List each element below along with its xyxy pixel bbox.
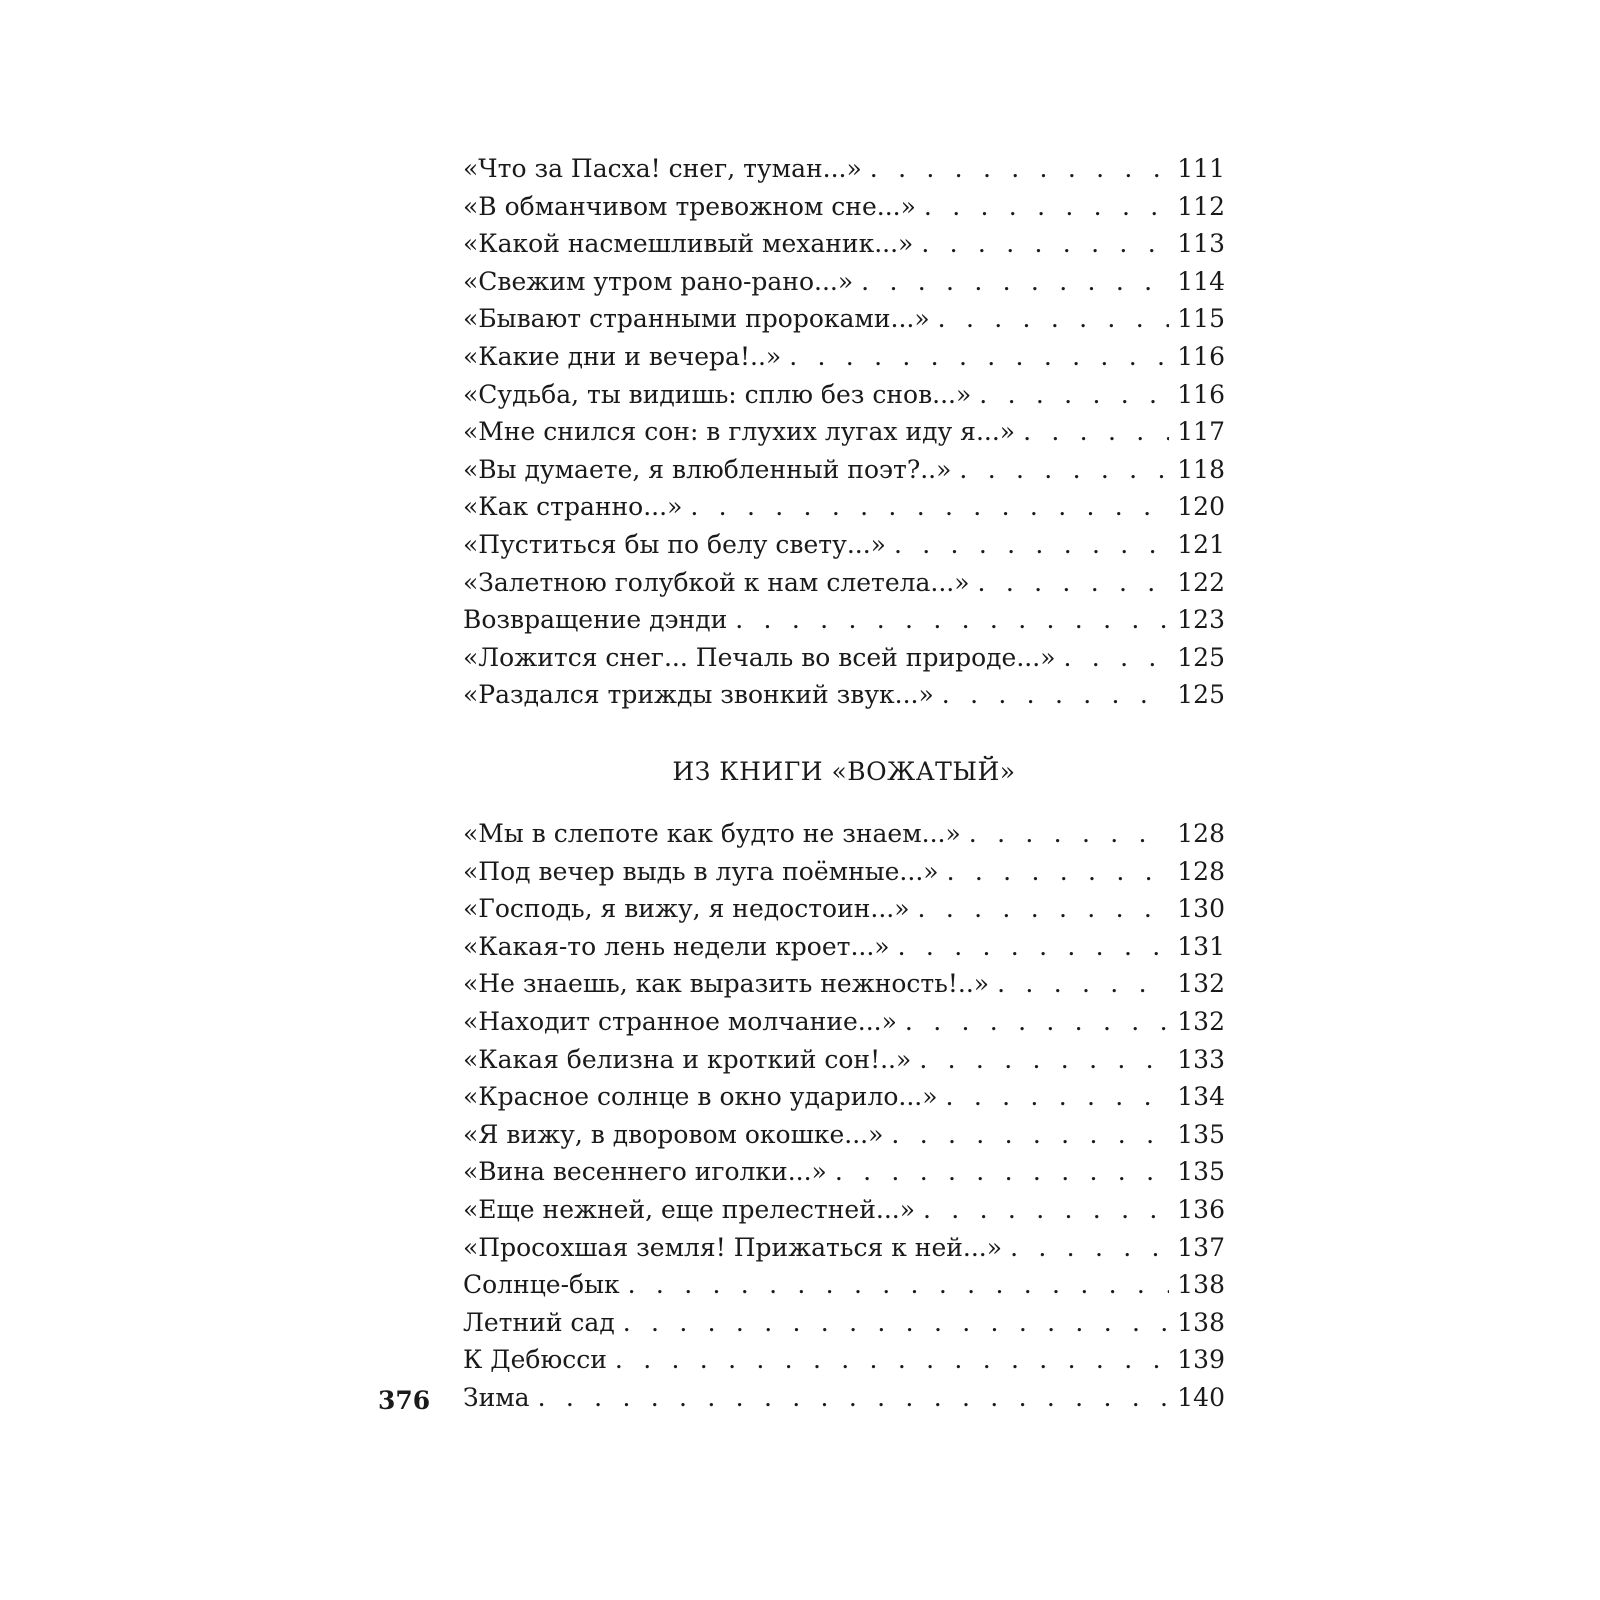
toc-entry-title: «В обманчивом тревожном сне...» (463, 191, 916, 221)
toc-leader-dots (1064, 639, 1170, 677)
toc-entry-title: «Свежим утром рано-рано...» (463, 266, 854, 296)
toc-entry-page: 140 (1177, 1382, 1225, 1412)
toc-entry-title: К Дебюсси (463, 1345, 607, 1375)
toc-entry-page: 138 (1177, 1270, 1225, 1300)
toc-leader-dots (979, 376, 1169, 414)
toc-entry-page: 135 (1177, 1157, 1225, 1187)
toc-entry-title: «Залетною голубкой к нам слетела...» (463, 567, 970, 597)
toc-entry (463, 639, 1225, 677)
toc-entry-page: 114 (1177, 266, 1225, 296)
toc-leader-dots (861, 263, 1169, 301)
toc-entry (463, 676, 1225, 714)
toc-entry (463, 815, 1225, 853)
toc-leader-dots (1010, 1229, 1169, 1267)
toc-leader-dots (978, 564, 1169, 602)
toc-entry-page: 122 (1177, 567, 1225, 597)
toc-leader-dots (623, 1304, 1169, 1342)
toc-entry-page: 116 (1177, 379, 1225, 409)
toc-entry-page: 111 (1177, 154, 1225, 183)
toc-leader-dots (628, 1266, 1169, 1304)
toc-leader-dots (690, 488, 1169, 526)
toc-entry-page: 132 (1177, 1006, 1225, 1036)
toc-entry-title: «Что за Пасха! снег, туман...» (463, 154, 862, 183)
toc-entry-title: «Вы думаете, я влюбленный поэт?..» (463, 454, 952, 484)
toc-entry-title: «Красное солнце в окно ударило...» (463, 1082, 938, 1112)
toc-entry-title: «Еще нежней, еще прелестней...» (463, 1194, 916, 1224)
toc-leader-dots (789, 338, 1169, 376)
toc-entry-title: «Просохшая земля! Прижаться к ней...» (463, 1232, 1003, 1262)
toc-entry-page: 128 (1177, 856, 1225, 886)
toc-entry-page: 130 (1177, 894, 1225, 924)
toc-entry-page: 112 (1177, 191, 1225, 221)
toc-entry (463, 965, 1225, 1003)
toc-entry (463, 225, 1225, 263)
toc-entry-page: 132 (1177, 969, 1225, 999)
toc-entry-page: 123 (1177, 605, 1225, 635)
toc-entry (463, 1003, 1225, 1041)
toc-entry-page: 135 (1177, 1119, 1225, 1149)
toc-leader-dots (923, 1191, 1169, 1229)
toc-entry-page: 138 (1177, 1307, 1225, 1337)
toc-entry (463, 1078, 1225, 1116)
toc-entry-page: 121 (1177, 529, 1225, 559)
toc-leader-dots (870, 150, 1169, 188)
toc-leader-dots (946, 1078, 1169, 1116)
toc-entry (463, 928, 1225, 966)
toc-entry-title: «Бывают странными пророками...» (463, 304, 930, 334)
toc-entry-title: «Мне снился сон: в глухих лугах иду я...» (463, 417, 1016, 447)
toc-entry (463, 1304, 1225, 1342)
toc-leader-dots (947, 853, 1169, 891)
toc-entry (463, 1229, 1225, 1267)
toc-entry (463, 890, 1225, 928)
toc-leader-dots (942, 676, 1169, 714)
toc-entry (463, 451, 1225, 489)
toc-leader-dots (997, 965, 1169, 1003)
toc-leader-dots (924, 188, 1169, 226)
toc-leader-dots (921, 225, 1169, 263)
toc-leader-dots (938, 300, 1169, 338)
toc-entry (463, 1341, 1225, 1379)
toc-entry-page: 113 (1177, 229, 1225, 259)
toc-entry-page: 125 (1177, 642, 1225, 672)
toc-entry (463, 1116, 1225, 1154)
toc-leader-dots (905, 1003, 1169, 1041)
toc-entry (463, 526, 1225, 564)
toc-entry (463, 376, 1225, 414)
toc-entry-page: 115 (1177, 304, 1225, 334)
toc-entry-title: «Какой насмешливый механик...» (463, 229, 914, 259)
toc-list-before-section (463, 150, 1225, 714)
toc-leader-dots (959, 451, 1169, 489)
toc-leader-dots (891, 1116, 1169, 1154)
toc-entry-page: 134 (1177, 1082, 1225, 1112)
toc-entry-title: «Находит странное молчание...» (463, 1006, 897, 1036)
toc-leader-dots (898, 928, 1169, 966)
toc-entry (463, 338, 1225, 376)
toc-entry-title: Зима (463, 1382, 530, 1412)
toc-leader-dots (615, 1341, 1169, 1379)
toc-entry (463, 263, 1225, 301)
toc-leader-dots (918, 890, 1169, 928)
toc-entry-page: 128 (1177, 819, 1225, 848)
toc-entry-page: 120 (1177, 492, 1225, 522)
toc-entry-title: «Какие дни и вечера!..» (463, 341, 782, 371)
toc-entry-page: 125 (1177, 680, 1225, 710)
toc-leader-dots (969, 815, 1169, 853)
toc-entry-title: Солнце-бык (463, 1270, 620, 1300)
toc-entry-title: Летний сад (463, 1307, 615, 1337)
toc-entry (463, 300, 1225, 338)
toc-leader-dots (1023, 413, 1169, 451)
section-heading: ИЗ КНИГИ «ВОЖАТЫЙ» (672, 757, 1016, 786)
toc-entry-page: 117 (1177, 417, 1225, 447)
toc-entry (463, 413, 1225, 451)
toc-entry-title: «Как странно...» (463, 492, 683, 522)
toc-entry (463, 1379, 1225, 1417)
toc-entry-title: «Мы в слепоте как будто не знаем...» (463, 819, 961, 848)
toc-entry-title: «Пуститься бы по белу свету...» (463, 529, 886, 559)
toc-entry-page: 133 (1177, 1044, 1225, 1074)
toc-entry-title: «Раздался трижды звонкий звук...» (463, 680, 934, 710)
toc-leader-dots (735, 601, 1169, 639)
toc-entry-page: 139 (1177, 1345, 1225, 1375)
toc-entry (463, 601, 1225, 639)
toc-entry-title: «Под вечер выдь в луга поёмные...» (463, 856, 939, 886)
toc-entry-title: «Я вижу, в дворовом окошке...» (463, 1119, 884, 1149)
page-number: 376 (378, 1386, 431, 1415)
toc-entry (463, 564, 1225, 602)
toc-entry (463, 1153, 1225, 1191)
toc-entry-page: 118 (1177, 454, 1225, 484)
toc-entry-title: «Ложится снег... Печаль во всей природе...» (463, 642, 1056, 672)
toc-entry-title: «Не знаешь, как выразить нежность!..» (463, 969, 990, 999)
toc-leader-dots (894, 526, 1169, 564)
toc-entry-title: «Судьба, ты видишь: сплю без снов...» (463, 379, 972, 409)
toc-entry-page: 131 (1177, 931, 1225, 961)
toc-entry (463, 1191, 1225, 1229)
toc-entry (463, 853, 1225, 891)
toc-entry (463, 1266, 1225, 1304)
toc-entry-title: «Вина весеннего иголки...» (463, 1157, 827, 1187)
toc-entry-title: Возвращение дэнди (463, 605, 728, 635)
toc-entry-page: 136 (1177, 1194, 1225, 1224)
toc-entry-title: «Какая-то лень недели кроет...» (463, 931, 890, 961)
toc-entry-page: 116 (1177, 341, 1225, 371)
toc-entry-title: «Какая белизна и кроткий сон!..» (463, 1044, 912, 1074)
toc-entry-title: «Господь, я вижу, я недостоин...» (463, 894, 910, 924)
toc-entry (463, 488, 1225, 526)
toc-leader-dots (835, 1153, 1169, 1191)
toc-entry (463, 1041, 1225, 1079)
toc-entry (463, 150, 1225, 188)
toc-leader-dots (538, 1379, 1169, 1417)
toc-entry (463, 188, 1225, 226)
toc-leader-dots (919, 1041, 1169, 1079)
toc-list-after-section (463, 815, 1225, 1417)
toc-entry-page: 137 (1177, 1232, 1225, 1262)
